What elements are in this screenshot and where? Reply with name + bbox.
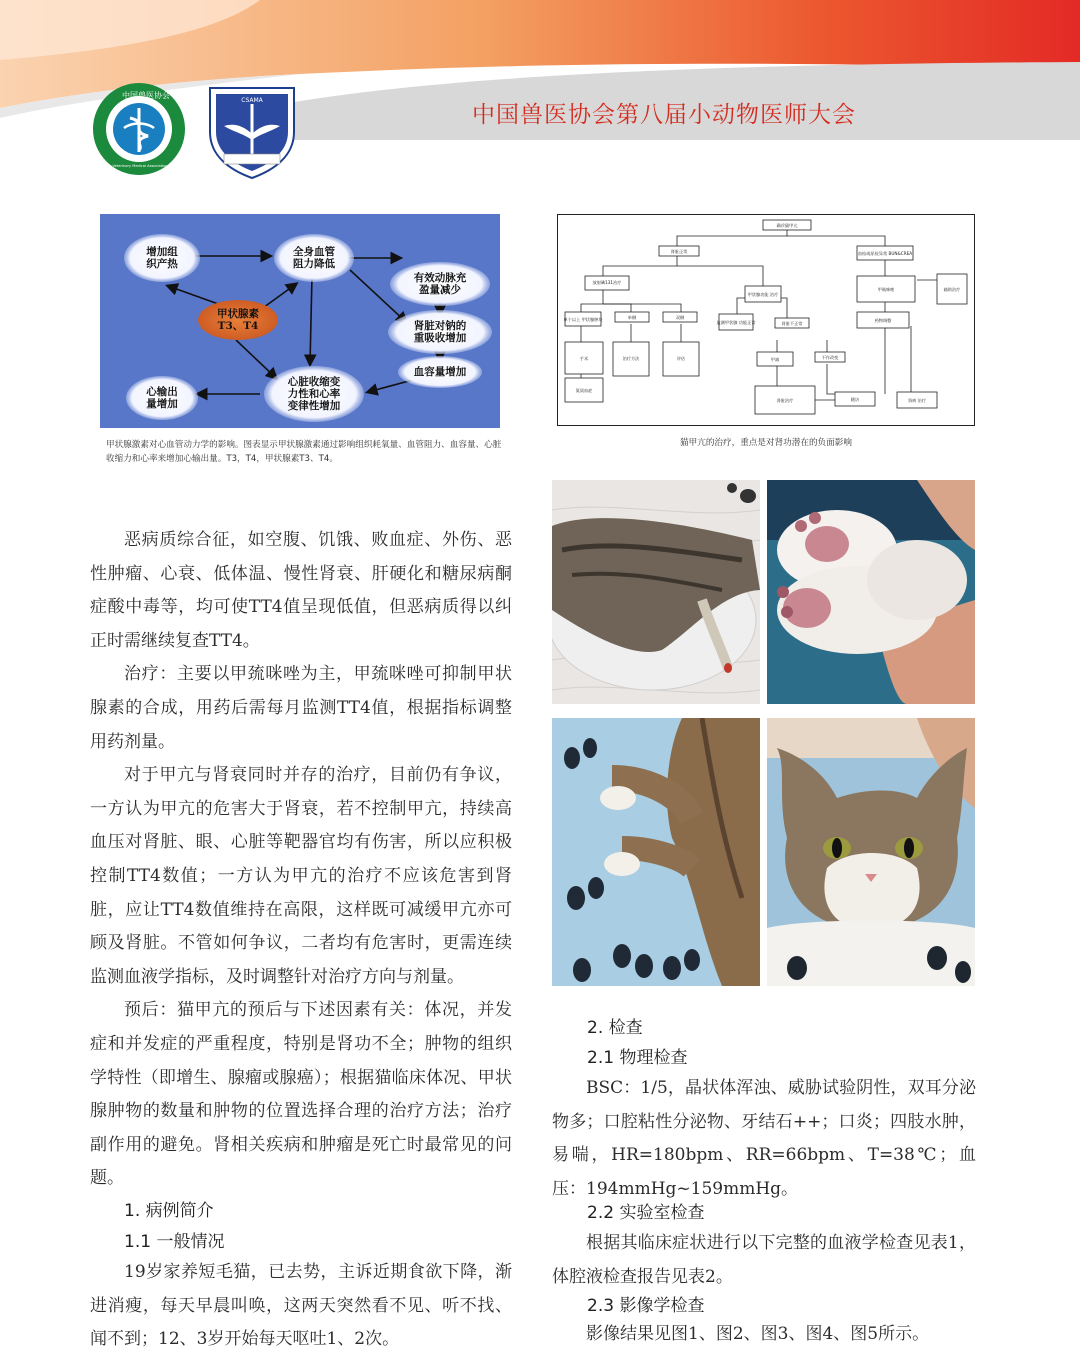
label-output: 心输出 量增加 [146,386,178,410]
photo-cat-paws [767,480,975,704]
para-cachexia: 恶病质综合征，如空腹、饥饿、败血症、外伤、恶性肿瘤、心衰、低体温、慢性肾衰、肝硬化和糖尿病酮症酸中毒等，均可使TT4值呈现低值，但恶病质得以纠正时需继续复查TT4。 [90,530,512,651]
fc-monitor: 监测甲状腺 功能正常 [716,320,756,325]
section-lab-exam: 2.2 实验室检查 [587,1203,705,1223]
figure2-caption: 猫甲亢的治疗，重点是对肾功潜在的负面影响 [680,438,852,448]
section-imaging: 2.3 影像学检查 [587,1296,705,1316]
label-vascular: 全身血管 阻力降低 [293,246,335,270]
photo-cat-face [767,718,975,986]
para-lab: 根据其临床症状进行以下完整的血液学检查见表1，体腔液检查报告见表2。 [552,1233,976,1287]
para-prognosis: 预后：猫甲亢的预后与下述因素有关：体况，并发症和并发症的严重程度，特别是肾功不全；肿物的组织学特性（即增生、腺瘤或腺癌）；根据猫临床体况、甲状腺肿物的数量和肿物的位置选择合理的治疗方法；治疗副作用的避免。肾相关疾病和肿瘤是死亡时最常见的问题。 [90,1000,512,1189]
para-imaging: 影像结果见图1、图2、图3、图4、图5所示。 [586,1324,930,1344]
fc-renal-treat: 肾脏治疗 [776,398,794,403]
cat-body-image [552,480,760,704]
section-case-intro: 1. 病例简介 [124,1201,214,1221]
figure-treatment-flowchart [557,214,975,426]
fc-ren-abnormal: 肾脏不正常 [781,321,803,326]
cvma-logo-text: 中国兽医协会 Chinese Veterinary Medical Association [97,91,170,168]
fc-surgery: 手术 [579,356,589,361]
section-physical-exam: 2.1 物理检查 [587,1048,688,1068]
imaging-text [552,1318,976,1352]
section-exam: 2. 检查 [587,1018,643,1038]
photo-cat-body [552,480,760,704]
label-effective: 有效动脉充 盈量减少 [413,272,467,296]
fc-ren-abn: 血检或尿检异常 BUN&CREA [857,251,913,256]
conference-title: 中国兽医协会第八届小动物医师大会 [472,102,856,128]
para-treatment: 治疗：主要以甲巯咪唑为主，甲巯咪唑可抑制甲状腺素的合成，用药后需每月监测TT4值，根据指标调整用药剂量。 [90,664,512,752]
cat-paws-image [767,480,975,704]
fc-ren-normal: 肾脏正常 [670,249,688,254]
fc-thyroid-func: 甲状腺功能 治疗 [747,292,779,297]
fc-radio: 放射碘131治疗 [592,280,622,285]
label-hormone: 甲状腺素 T3、T4 [217,308,259,332]
fc-drug-adj: 药物调整 [874,318,892,323]
photo-cat-legs [552,718,760,986]
section-general-info: 1.1 一般情况 [124,1232,225,1252]
treatment-flowchart [557,214,975,426]
fc-supp: 辅助治疗 [943,287,961,292]
fc-root: 确诊猫甲亢 [776,223,798,228]
fc-single2: 单侧 [627,315,637,320]
csama-logo-text: CSAMA [241,97,263,104]
label-renal: 肾脏对钠的 重吸收增加 [413,320,467,344]
fc-methimazole: 甲巯咪唑 [877,287,895,292]
fc-treat: 治疗方法 [622,356,640,361]
fc-kidney-care: 肾病 治疗 [907,398,927,403]
fc-azo: 氮质血症 [575,388,593,393]
para-controversy: 对于甲亢与肾衰同时并存的治疗，目前仍有争议，一方认为甲亢的危害大于肾衰，若不控制甲亢，持续高血压对肾脏、眼、心脏等靶器官均有伤害，所以应积极控制TT4数值；一方认为甲亢的治疗不应该危害到肾脏，应让TT4数值维持在高限，这样既可减缓甲亢亦可顾及肾脏。不管如何争议，二者均有危害时，更需连续监测血液学指标，及时调整针对治疗方向与剂量。 [90,765,512,987]
label-volume: 血容量增加 [413,366,467,378]
para-case: 19岁家养短毛猫，已去势，主诉近期食欲下降，渐进消瘦，每天早晨叫唤，这两天突然看不见、听不找、闻不到；12、3岁开始每天呕吐1、2次。 [90,1262,512,1350]
lab-exam-text [552,1227,976,1294]
cat-face-image [767,718,975,986]
left-column [90,524,512,1196]
fc-eval: 评估 [676,356,686,361]
case-paragraph [90,1256,512,1357]
fc-single: 单个以上 甲状腺肿块 [563,317,603,322]
figure1-caption: 甲状腺激素对心血管动力学的影响。图表显示甲状腺激素通过影响组织耗氧量、血管阻力、血容量、心脏收缩力和心率来增加心输出量。T3，T4，甲状腺素T3、T4。 [106,440,502,464]
cat-legs-image [552,718,760,986]
figure-thyroid-cardio [100,214,500,428]
para-physical: BSC：1/5，晶状体浑浊、威胁试验阴性，双耳分泌物多；口腔粘性分泌物、牙结石++；口炎；四肢水肿，易喘，HR=180bpm、RR=66bpm、T=38℃；血压：194mmHg~159mmHg。 [552,1078,976,1199]
csama-logo [202,82,302,180]
label-heat: 增加组 织产热 [146,246,178,270]
label-contract: 心脏收缩变 力性和心率 变律性增加 [287,376,341,412]
fc-hyper: 甲减 [770,357,780,362]
page-header [0,0,1080,170]
fc-follow: 随访 [850,397,860,402]
physical-exam-text [552,1072,976,1206]
fc-no-change: 不作改变 [821,355,839,360]
fc-double: 双侧 [675,315,685,320]
